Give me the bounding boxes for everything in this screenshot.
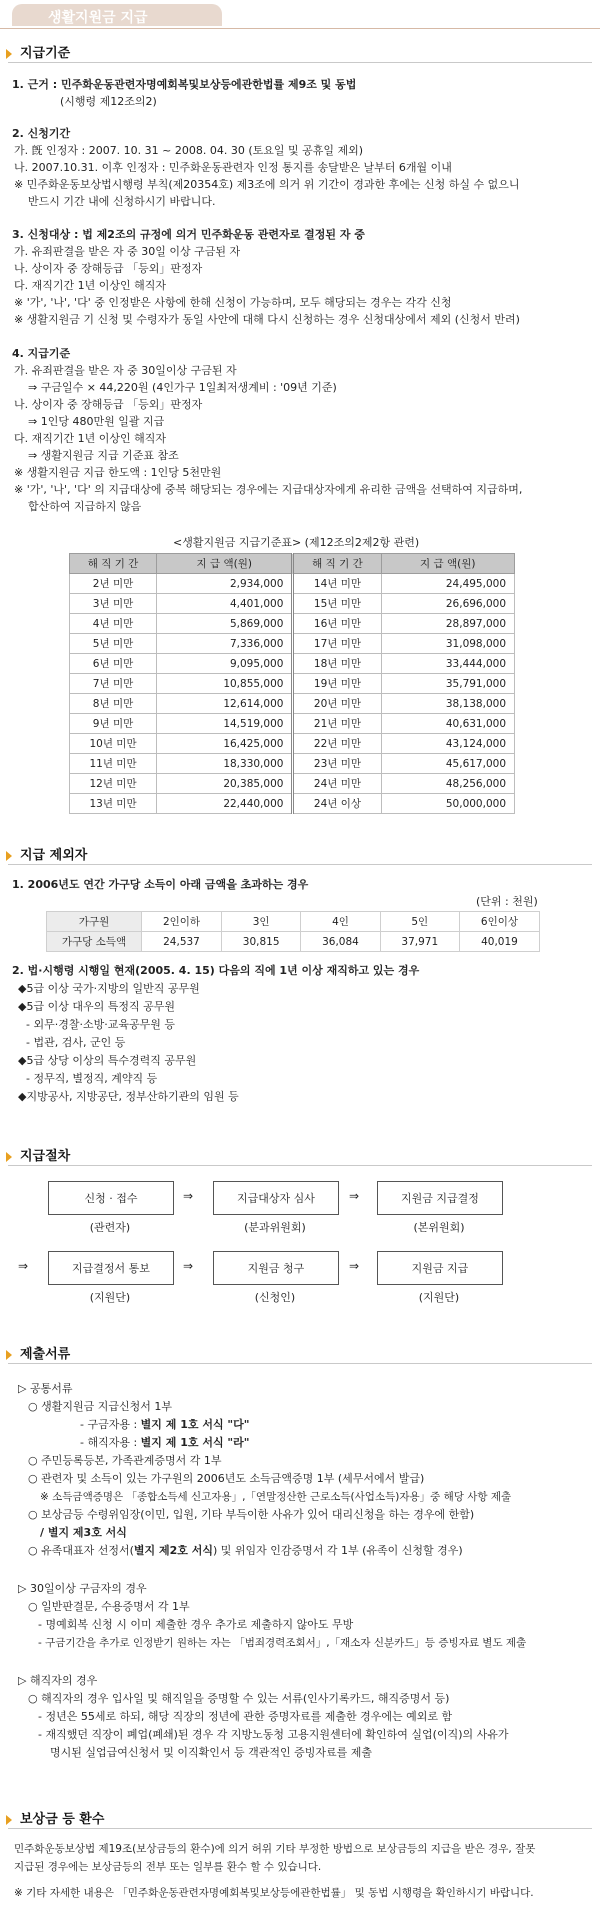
table-cell: 2인이하 <box>142 912 222 932</box>
standard-note-3: 합산하여 지급하지 않음 <box>28 500 142 513</box>
table-row <box>70 654 515 674</box>
list-item: ◆5급 이상 대우의 특정직 공무원 <box>18 1000 175 1013</box>
recovery-text: 지급된 경우에는 보상금등의 전부 또는 일부를 환수 할 수 있습니다. <box>14 1861 322 1873</box>
period-b: 나. 2007.10.31. 이후 인정자 : 민주화운동관련자 인정 통지를 송달받은 날부터 6개월 이내 <box>14 161 452 174</box>
recovery-text: 민주화운동보상법 제19조(보상금등의 환수)에 의거 허위 기타 부정한 방법으로 보상금등의 지급을 받은 경우, 잘못 <box>14 1843 536 1855</box>
table-cell: 48,256,000 <box>381 774 515 794</box>
table-cell: 10,855,000 <box>157 674 293 694</box>
triangle-bullet-icon <box>6 1350 12 1360</box>
table-cell: 40,019 <box>459 932 539 952</box>
table-cell: 4인 <box>301 912 380 932</box>
table-cell: 9,095,000 <box>157 654 293 674</box>
table-cell: 26,696,000 <box>381 594 515 614</box>
table-row <box>70 754 515 774</box>
divider <box>8 1363 592 1364</box>
table-cell: 24,537 <box>142 932 222 952</box>
table-cell: 37,971 <box>380 932 459 952</box>
table-cell: 38,138,000 <box>381 694 515 714</box>
table-cell: 18,330,000 <box>157 754 293 774</box>
exclusion-2: 2. 법·시행령 시행일 현재(2005. 4. 15) 다음의 직에 1년 이상 재직하고 있는 경우 <box>12 964 420 977</box>
period-note: ※ 민주화운동보상법시행령 부칙(제20354호) 제3조에 의거 위 기간이 경과한 후에는 신청 하실 수 없으니 <box>14 178 520 191</box>
table-row <box>70 734 515 754</box>
table-cell: 19년 미만 <box>293 674 381 694</box>
section-title-recovery: 보상금 등 환수 <box>6 1808 104 1827</box>
doc-item: ○ 일반판결문, 수용증명서 각 1부 <box>28 1600 190 1613</box>
recovery-note: ※ 기타 자세한 내용은 「민주화운동관련자명예회복및보상등에관한법률」 및 동법 시행령을 확인하시기 바랍니다. <box>14 1887 534 1899</box>
standard-note-1: ※ 생활지원금 지급 한도액 : 1인당 5천만원 <box>14 466 222 479</box>
table-cell: 9년 미만 <box>70 714 157 734</box>
doc-item: - 정년은 55세로 하되, 해당 직장의 정년에 관한 증명자료를 제출한 경우에는 예외로 함 <box>38 1710 453 1723</box>
doc-item: ○ 주민등록등본, 가족관계증명서 각 1부 <box>28 1454 222 1467</box>
doc-item: ○ 유족대표자 선정서(별지 제2호 서식) 및 위임자 인감증명서 각 1부 (유족이 신청할 경우) <box>28 1544 463 1557</box>
table-cell: 35,791,000 <box>381 674 515 694</box>
step-notify: 지급결정서 통보 <box>48 1251 174 1285</box>
standard-heading: 4. 지급기준 <box>12 347 71 360</box>
table-cell: 3년 미만 <box>70 594 157 614</box>
table-cell: 6인이상 <box>459 912 539 932</box>
doc-item: ○ 해직자의 경우 입사일 및 해직일을 증명할 수 있는 서류(인사기록카드, 해직증명서 등) <box>28 1692 450 1705</box>
title-tab-bar <box>0 0 600 29</box>
standard-b-detail: ⇒ 1인당 480만원 일괄 지급 <box>28 415 165 428</box>
step-decision: 지원금 지급결정 <box>377 1181 503 1215</box>
section-title-procedure: 지급절차 <box>6 1145 70 1164</box>
table-cell: 14,519,000 <box>157 714 293 734</box>
period-heading: 2. 신청기간 <box>12 127 71 140</box>
list-item: ◆5급 이상 국가·지방의 일반직 공무원 <box>18 982 200 995</box>
table-cell: 13년 미만 <box>70 794 157 814</box>
period-note-2: 반드시 기간 내에 신청하시기 바랍니다. <box>28 195 216 208</box>
doc-group-detained: ▷ 30일이상 구금자의 경우 <box>18 1582 147 1595</box>
table-cell: 16년 미만 <box>293 614 381 634</box>
support-table <box>69 553 515 814</box>
step-caption: (지원단) <box>89 1291 131 1304</box>
triangle-bullet-icon <box>6 1152 12 1162</box>
doc-item: - 구금기간을 추가로 인정받기 원하는 자는 「범죄경력조회서」,「재소자 신분카드」등 증빙자료 별도 제출 <box>38 1637 527 1649</box>
table-cell: 18년 미만 <box>293 654 381 674</box>
doc-item: / 별지 제3호 서식 <box>40 1526 127 1539</box>
table-row <box>70 714 515 734</box>
table-cell: 24년 이상 <box>293 794 381 814</box>
income-table <box>46 911 540 952</box>
standard-a-detail: ⇒ 구금일수 × 44,220원 (4인가구 1일최저생계비 : '09년 기준) <box>28 381 337 394</box>
table-row <box>70 594 515 614</box>
doc-item: 명시된 실업급여신청서 및 이직확인서 등 객관적인 증빙자료를 제출 <box>50 1746 373 1759</box>
table-cell: 36,084 <box>301 932 380 952</box>
table-cell: 7,336,000 <box>157 634 293 654</box>
standard-a: 가. 유죄판결을 받은 자 중 30일이상 구금된 자 <box>14 364 237 377</box>
table-cell: 12,614,000 <box>157 694 293 714</box>
table-cell: 22,440,000 <box>157 794 293 814</box>
table-cell: 5,869,000 <box>157 614 293 634</box>
step-caption: (관련자) <box>89 1221 131 1234</box>
table-cell: 11년 미만 <box>70 754 157 774</box>
target-a: 가. 유죄판결을 받은 자 중 30일 이상 구금된 자 <box>14 245 241 258</box>
table-cell: 12년 미만 <box>70 774 157 794</box>
step-apply: 신청 · 접수 <box>48 1181 174 1215</box>
target-heading: 3. 신청대상 : 법 제2조의 규정에 의거 민주화운동 관련자로 결정된 자 중 <box>12 228 365 241</box>
triangle-bullet-icon <box>6 1815 12 1825</box>
step-caption: (본위원회) <box>413 1221 465 1234</box>
col-header: 해 직 기 간 <box>293 554 381 574</box>
table-cell: 15년 미만 <box>293 594 381 614</box>
table-cell: 23년 미만 <box>293 754 381 774</box>
target-c: 다. 재직기간 1년 이상인 해직자 <box>14 279 166 292</box>
doc-item: - 구금자용 : 별지 제 1호 서식 "다" <box>80 1418 250 1431</box>
triangle-bullet-icon <box>6 49 12 59</box>
step-pay: 지원금 지급 <box>377 1251 503 1285</box>
target-b: 나. 상이자 중 장해등급 「등외」판정자 <box>14 262 203 275</box>
table-cell: 20년 미만 <box>293 694 381 714</box>
table-cell: 24,495,000 <box>381 574 515 594</box>
doc-group-common: ▷ 공통서류 <box>18 1382 73 1395</box>
target-note-1: ※ '가', '나', '다' 중 인정받은 사항에 한해 신청이 가능하며, 모두 해당되는 경우는 각각 신청 <box>14 296 452 309</box>
doc-group-dismissed: ▷ 해직자의 경우 <box>18 1674 98 1687</box>
table-cell: 가구당 소득액 <box>47 932 142 952</box>
step-caption: (지원단) <box>418 1291 460 1304</box>
list-item: - 외무·경찰·소방·교육공무원 등 <box>26 1018 175 1031</box>
list-item: - 정무직, 별정직, 계약직 등 <box>26 1072 158 1085</box>
table-row <box>70 674 515 694</box>
table-row <box>70 774 515 794</box>
table-cell: 2년 미만 <box>70 574 157 594</box>
basis-line: 1. 근거 : 민주화운동관련자명예회복및보상등에관한법률 제9조 및 동법 <box>12 78 357 91</box>
divider <box>8 62 592 63</box>
table-cell: 2,934,000 <box>157 574 293 594</box>
arrow-right-icon: ⇒ <box>183 1259 194 1273</box>
table-cell: 6년 미만 <box>70 654 157 674</box>
table-cell: 24년 미만 <box>293 774 381 794</box>
target-note-2: ※ 생활지원금 기 신청 및 수령자가 동일 사안에 대해 다시 신청하는 경우 신청대상에서 제외 (신청서 반려) <box>14 313 520 326</box>
table-row <box>70 794 515 814</box>
table-cell: 50,000,000 <box>381 794 515 814</box>
table-cell: 14년 미만 <box>293 574 381 594</box>
table-cell: 22년 미만 <box>293 734 381 754</box>
table-cell: 7년 미만 <box>70 674 157 694</box>
basis-sub: (시행령 제12조의2) <box>60 95 157 108</box>
standard-b: 나. 상이자 중 장해등급 「등외」판정자 <box>14 398 203 411</box>
table-row <box>70 694 515 714</box>
doc-item: ○ 관련자 및 소득이 있는 가구원의 2006년도 소득금액증명 1부 (세무서에서 발급) <box>28 1472 425 1485</box>
doc-item: ○ 생활지원금 지급신청서 1부 <box>28 1400 172 1413</box>
table-cell: 4년 미만 <box>70 614 157 634</box>
title-tab <box>12 4 222 26</box>
table-cell: 33,444,000 <box>381 654 515 674</box>
table-caption: <생활지원금 지급기준표> (제12조의2제2항 관련) <box>173 536 420 549</box>
table-row <box>47 932 540 952</box>
table-cell: 31,098,000 <box>381 634 515 654</box>
table-cell: 가구원 <box>47 912 142 932</box>
table-cell: 40,631,000 <box>381 714 515 734</box>
step-caption: (신청인) <box>254 1291 296 1304</box>
table-cell: 17년 미만 <box>293 634 381 654</box>
col-header: 지 급 액(원) <box>381 554 515 574</box>
table-cell: 45,617,000 <box>381 754 515 774</box>
section-title-documents: 제출서류 <box>6 1343 70 1362</box>
table-row <box>70 574 515 594</box>
exclusion-1: 1. 2006년도 연간 가구당 소득이 아래 금액을 초과하는 경우 <box>12 878 309 891</box>
period-a: 가. 旣 인정자 : 2007. 10. 31 ~ 2008. 04. 30 (토요일 및 공휴일 제외) <box>14 144 364 157</box>
divider <box>8 1165 592 1166</box>
table-row <box>70 634 515 654</box>
table-header-row <box>70 554 515 574</box>
step-review: 지급대상자 심사 <box>213 1181 339 1215</box>
step-caption: (분과위원회) <box>244 1221 306 1234</box>
table-cell: 5년 미만 <box>70 634 157 654</box>
table-body <box>70 574 515 814</box>
doc-item: - 명예회복 신청 시 이미 제출한 경우 추가로 제출하지 않아도 무방 <box>38 1618 354 1631</box>
doc-item: ○ 보상금등 수령위임장(이민, 입원, 기타 부득이한 사유가 있어 대리신청을 하는 경우에 한함) <box>28 1508 475 1521</box>
standard-note-2: ※ '가', '나', '다' 의 지급대상에 중복 해당되는 경우에는 지급대상자에게 유리한 금액을 선택하여 지급하며, <box>14 483 523 496</box>
page-title: 생활지원금 지급 <box>48 10 148 26</box>
arrow-right-icon: ⇒ <box>349 1189 360 1203</box>
triangle-bullet-icon <box>6 851 12 861</box>
list-item: - 법관, 검사, 군인 등 <box>26 1036 126 1049</box>
step-claim: 지원금 청구 <box>213 1251 339 1285</box>
table-cell: 30,815 <box>222 932 301 952</box>
table-cell: 16,425,000 <box>157 734 293 754</box>
table-cell: 3인 <box>222 912 301 932</box>
arrow-right-icon: ⇒ <box>183 1189 194 1203</box>
col-header: 해 직 기 간 <box>70 554 157 574</box>
divider <box>8 1828 592 1829</box>
section-title-exclusion: 지급 제외자 <box>6 844 87 863</box>
unit-label: (단위 : 천원) <box>476 895 538 908</box>
doc-note: ※ 소득금액증명은 「종합소득세 신고자용」,「연말정산한 근로소득(사업소득)자용」중 해당 사항 제출 <box>40 1491 512 1503</box>
table-cell: 43,124,000 <box>381 734 515 754</box>
doc-item: - 재직했던 직장이 폐업(폐쇄)된 경우 각 지방노동청 고용지원센터에 확인하여 실업(이직)의 사유가 <box>38 1728 509 1741</box>
table-cell: 28,897,000 <box>381 614 515 634</box>
table-cell: 5인 <box>380 912 459 932</box>
table-row <box>47 912 540 932</box>
table-cell: 20,385,000 <box>157 774 293 794</box>
divider <box>8 864 592 865</box>
arrow-right-icon: ⇒ <box>18 1259 29 1273</box>
table-cell: 4,401,000 <box>157 594 293 614</box>
table-cell: 21년 미만 <box>293 714 381 734</box>
table-cell: 10년 미만 <box>70 734 157 754</box>
standard-c: 다. 재직기간 1년 이상인 해직자 <box>14 432 166 445</box>
section-title-criteria: 지급기준 <box>6 42 70 61</box>
arrow-right-icon: ⇒ <box>349 1259 360 1273</box>
table-row <box>70 614 515 634</box>
list-item: ◆지방공사, 지방공단, 정부산하기관의 임원 등 <box>18 1090 239 1103</box>
col-header: 지 급 액(원) <box>157 554 293 574</box>
doc-item: - 해직자용 : 별지 제 1호 서식 "라" <box>80 1436 250 1449</box>
list-item: ◆5급 상당 이상의 특수경력직 공무원 <box>18 1054 197 1067</box>
standard-c-detail: ⇒ 생활지원금 지급 기준표 참조 <box>28 449 179 462</box>
table-cell: 8년 미만 <box>70 694 157 714</box>
